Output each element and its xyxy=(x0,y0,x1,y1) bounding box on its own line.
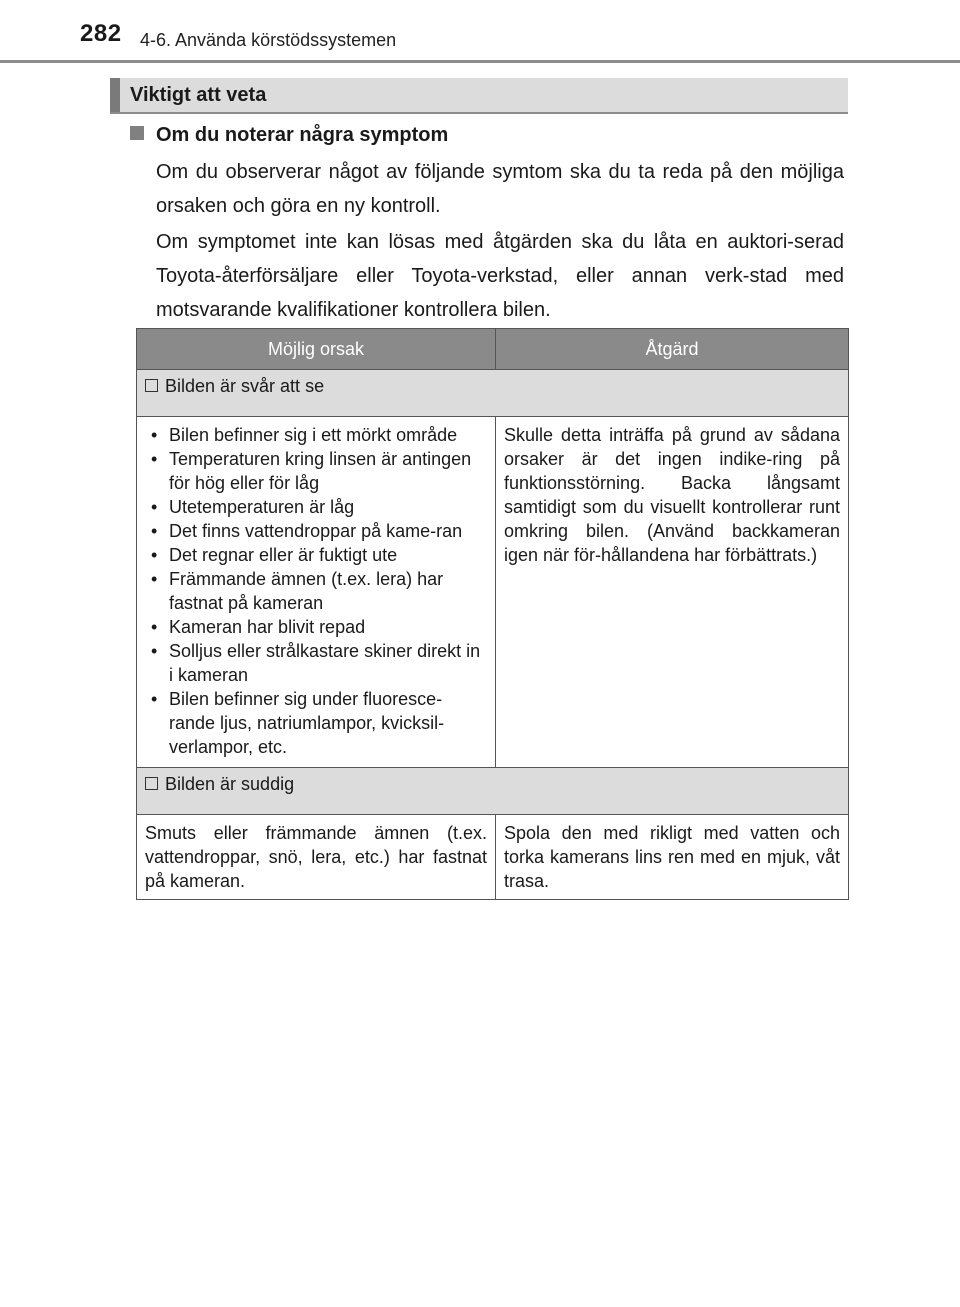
paragraph: Om du observerar något av följande symtom ska du ta reda på den möjliga orsaken och göra en ny kontroll. xyxy=(156,161,844,217)
group-title: Bilden är suddig xyxy=(165,774,295,794)
group-title-cell xyxy=(137,370,849,417)
list-item: • Solljus eller strålkastare skiner direkt in i kameran xyxy=(145,639,487,687)
notice-accent xyxy=(110,78,120,112)
chapter-title: 4-6. Använda körstödssystemen xyxy=(140,30,397,50)
paragraph: Om symptomet inte kan lösas med åtgärden ska du låta en auktori-serad Toyota-återförsäljare eller Toyota-verkstad, eller annan verk-stad med motsvarande kvalifikationer kontrollera bilen. xyxy=(156,231,844,321)
group-row xyxy=(137,370,849,417)
action-cell: Spola den med rikligt med vatten och torka kamerans lins ren med en mjuk, våt trasa. xyxy=(496,815,849,900)
table-row xyxy=(137,815,849,900)
group-title: Bilden är svår att se xyxy=(165,376,325,396)
cause-cell: Smuts eller främmande ämnen (t.ex. vattendroppar, snö, lera, etc.) har fastnat på kameran. xyxy=(137,815,496,900)
list-item: • Bilen befinner sig under fluoresce-rande ljus, natriumlampor, kvicksil-verlampor, etc. xyxy=(145,687,487,759)
notice-label: Viktigt att veta xyxy=(130,84,267,106)
table-row xyxy=(137,417,849,768)
cause-list xyxy=(145,423,487,759)
table-header-row xyxy=(137,329,849,370)
header-rule xyxy=(0,60,960,63)
square-bullet-icon xyxy=(130,126,144,140)
list-item: • Främmande ämnen (t.ex. lera) har fastnat på kameran xyxy=(145,567,487,615)
column-header-action: Åtgärd xyxy=(496,329,849,370)
section-heading xyxy=(130,124,448,147)
page-number: 282 xyxy=(80,20,122,47)
action-cell: Skulle detta inträffa på grund av sådana orsaker är det ingen indike-ring på funktionsstörning. Backa långsamt samtidigt som du visuellt kontrollerar runt omkring bilen. (Använd backkameran igen när för-hållandena har förbättrats.) xyxy=(496,417,849,768)
section-heading-text: Om du noterar några symptom xyxy=(156,124,449,146)
column-header-cause: Möjlig orsak xyxy=(137,329,496,370)
list-item: • Kameran har blivit repad xyxy=(145,615,487,639)
list-item: • Bilen befinner sig i ett mörkt område xyxy=(145,423,487,447)
group-row xyxy=(137,768,849,815)
group-title-cell xyxy=(137,768,849,815)
list-item: • Utetemperaturen är låg xyxy=(145,495,487,519)
list-item: • Temperaturen kring linsen är antingen för hög eller för låg xyxy=(145,447,487,495)
list-item: • Det finns vattendroppar på kame-ran xyxy=(145,519,487,543)
checkbox-icon xyxy=(145,379,158,392)
checkbox-icon xyxy=(145,777,158,790)
notice-bar xyxy=(110,78,848,114)
symptom-table xyxy=(136,328,849,900)
list-item: • Det regnar eller är fuktigt ute xyxy=(145,543,487,567)
cause-cell xyxy=(137,417,496,768)
